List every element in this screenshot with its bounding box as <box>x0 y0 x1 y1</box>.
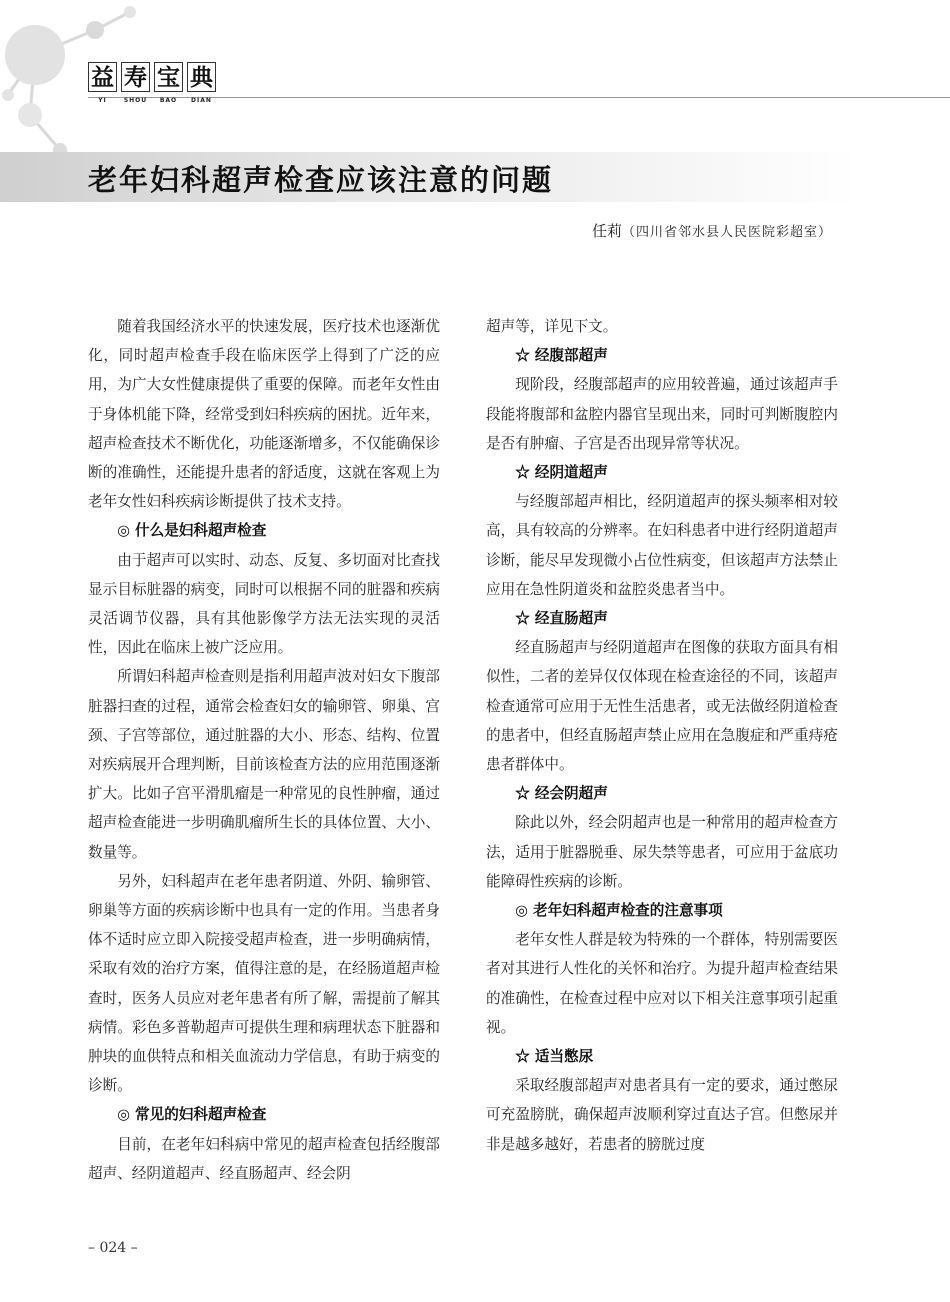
author-line <box>592 220 832 241</box>
subsection-heading: ☆ 经直肠超声 <box>515 610 608 628</box>
author-affiliation: （四川省邻水县人民医院彩超室） <box>621 225 832 240</box>
paragraph: 与经腹部超声相比，经阴道超声的探头频率相对较高，具有较高的分辨率。在妇科患者中进行经阴道超声诊断，能尽早发现微小占位性病变，但该超声方法禁止应用在急性阴道炎和盆腔炎患者当中。 <box>486 493 838 598</box>
subsection-heading: ☆ 经腹部超声 <box>515 347 608 365</box>
author-name: 任莉 <box>591 222 622 240</box>
subsection-heading: ☆ 适当憋尿 <box>515 1048 594 1066</box>
paragraph: 另外，妇科超声在老年患者阴道、外阴、输卵管、卵巢等方面的疾病诊断中也具有一定的作用。当患者身体不适时应立即入院接受超声检查，进一步明确病情，采取有效的治疗方案，值得注意的是，在经肠道超声检查时，医务人员应对老年患者有所了解，需提前了解其病情。彩色多普勒超声可提供生理和病理状态下脏器和肿块的血供特点和相关血流动力学信息，有助于病变的诊断。 <box>88 872 440 1095</box>
paragraph: 除此以外，经会阴超声也是一种常用的超声检查方法，适用于脏器脱垂、尿失禁等患者，可应用于盆底功能障碍性疾病的诊断。 <box>486 814 838 890</box>
left-column <box>88 312 440 1188</box>
paragraph: 现阶段，经腹部超声的应用较普遍，通过该超声手段能将腹部和盆腔内器官呈现出来，同时可判断腹腔内是否有肿瘤、子宫是否出现异常等状况。 <box>486 376 838 452</box>
subsection-heading: ☆ 经会阴超声 <box>515 785 608 803</box>
paragraph: 随着我国经济水平的快速发展，医疗技术也逐渐优化，同时超声检查手段在临床医学上得到了广泛的应用，为广大女性健康提供了重要的保障。而老年女性由于身体机能下降，经常受到妇科疾病的困扰。近年来，超声检查技术不断优化，功能逐渐增多，不仅能确保诊断的准确性，还能提升患者的舒适度，这就在客观上为老年女性妇科疾病诊断提供了技术支持。 <box>88 318 440 511</box>
paragraph: 由于超声可以实时、动态、反复、多切面对比查找显示目标脏器的病变，同时可以根据不同的脏器和疾病灵活调节仪器，具有其他影像学方法无法实现的灵活性，因此在临床上被广泛应用。 <box>88 551 440 657</box>
paragraph: 所谓妇科超声检查则是指利用超声波对妇女下腹部脏器扫查的过程，通常会检查妇女的输卵管、卵巢、宫颈、子宫等部位，通过脏器的大小、形态、结构、位置对疾病展开合理判断，目前该检查方法的应用范围逐渐扩大。比如子宫平滑肌瘤是一种常见的良性肿瘤，通过超声检查能进一步明确肌瘤所生长的具体位置、大小、数量等。 <box>88 668 440 861</box>
magazine-brand <box>88 62 216 104</box>
header-rule <box>88 97 950 98</box>
article-title: 老年妇科超声检查应该注意的问题 <box>88 163 554 197</box>
paragraph: 目前，在老年妇科病中常见的超声检查包括经腹部超声、经阴道超声、经直肠超声、经会阴 <box>88 1135 440 1182</box>
brand-pinyin <box>88 97 216 104</box>
brand-char: 寿 <box>121 62 150 92</box>
brand-pinyin-syllable: SHOU <box>123 97 148 104</box>
section-heading: ◎ 什么是妇科超声检查 <box>117 522 267 540</box>
page-number: – 024 – <box>88 1240 138 1256</box>
paragraph: 超声等，详见下文。 <box>486 318 618 335</box>
brand-char: 典 <box>187 62 216 92</box>
paragraph: 老年女性人群是较为特殊的一个群体，特别需要医者对其进行人性化的关怀和治疗。为提升超声检查结果的准确性，在检查过程中应对以下相关注意事项引起重视。 <box>486 931 838 1036</box>
brand-pinyin-syllable: BAO <box>159 97 178 104</box>
section-heading: ◎ 老年妇科超声检查的注意事项 <box>515 902 723 920</box>
subsection-heading: ☆ 经阴道超声 <box>515 464 608 482</box>
brand-characters <box>88 62 216 92</box>
brand-char: 宝 <box>154 62 183 92</box>
paragraph: 采取经腹部超声对患者具有一定的要求，通过憋尿可充盈膀胱，确保超声波顺利穿过直达子宫。但憋尿并非是越多越好，若患者的膀胱过度 <box>486 1077 838 1153</box>
brand-char: 益 <box>88 62 117 92</box>
brand-pinyin-syllable: DIAN <box>191 97 212 104</box>
brand-pinyin-syllable: YI <box>98 97 107 104</box>
section-heading: ◎ 常见的妇科超声检查 <box>117 1106 267 1124</box>
right-column <box>486 312 838 1159</box>
paragraph: 经直肠超声与经阴道超声在图像的获取方面具有相似性，二者的差异仅仅体现在检查途径的不同，该超声检查通常可应用于无性生活患者，或无法做经阴道检查的患者中，但经直肠超声禁止应用在急腹症和严重痔疮患者群体中。 <box>486 639 838 774</box>
